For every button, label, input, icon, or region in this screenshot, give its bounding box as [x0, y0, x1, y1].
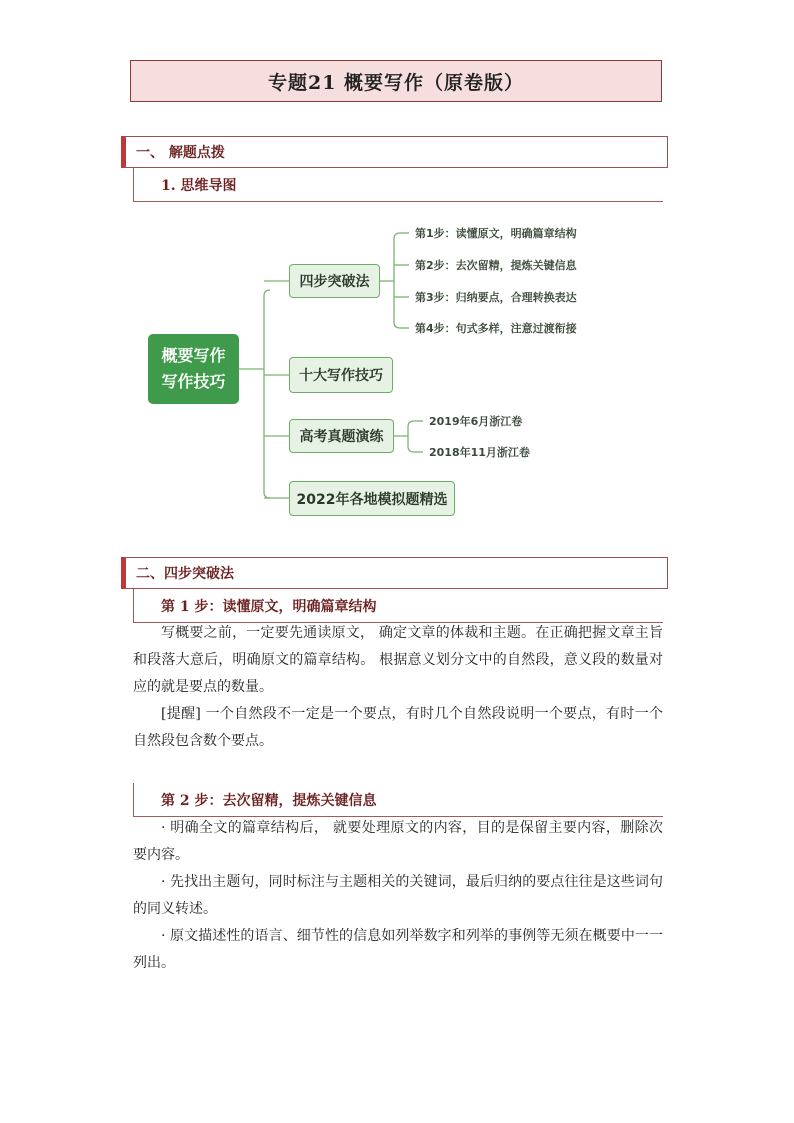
step2-bullet-1: · 明确全文的篇章结构后， 就要处理原文的内容，目的是保留主要内容，删除次要内容。 [133, 820, 663, 863]
mindmap-leaf-step1: 第1步：读懂原文，明确篇章结构 [415, 227, 577, 240]
step1-paragraph-2: [提醒] 一个自然段不一定是一个要点，有时几个自然段说明一个要点，有时一个自然段包含数个要点。 [133, 706, 663, 749]
connector-trunk [264, 290, 270, 498]
section-heading-1: 一、 解题点拨 [121, 136, 668, 168]
step2-body [133, 815, 663, 977]
mindmap-root [148, 334, 239, 404]
document-title: 专题21 概要写作（原卷版） [130, 60, 662, 102]
step1-paragraph-1: 写概要之前，一定要先通读原文， 确定文章的体裁和主题。在正确把握文章主旨和段落大意后，明确原文的篇章结构。 根据意义划分文中的自然段，意义段的数量对应的就是要点的数量。 [133, 625, 663, 695]
mindmap-node-four-steps: 四步突破法 [289, 264, 380, 298]
mindmap-leaf-step2: 第2步：去次留精，提炼关键信息 [415, 259, 577, 272]
mindmap-root-line2: 写作技巧 [161, 372, 226, 391]
step2-heading: 第 2 步：去次留精，提炼关键信息 [133, 783, 663, 817]
step2-bullet-2: · 先找出主题句，同时标注与主题相关的关键词，最后归纳的要点往往是这些词句的同义转述。 [133, 874, 663, 917]
mindmap-node-exam-practice: 高考真题演练 [289, 419, 394, 453]
subheading-mindmap: 1. 思维导图 [133, 168, 663, 202]
mindmap-leaf-step4: 第4步：句式多样，注意过渡衔接 [415, 322, 577, 335]
section-heading-2: 二、四步突破法 [121, 557, 668, 589]
mindmap-node-mock-exams: 2022年各地模拟题精选 [289, 481, 455, 516]
mindmap-leaf-2018: 2018年11月浙江卷 [429, 446, 530, 459]
connector-b1-vert [394, 233, 400, 328]
step2-bullet-3: · 原文描述性的语言、细节性的信息如列举数字和列举的事例等无须在概要中一一列出。 [133, 928, 663, 971]
step1-body [133, 620, 663, 755]
mindmap-node-ten-skills: 十大写作技巧 [289, 357, 393, 393]
mindmap-leaf-step3: 第3步：归纳要点，合理转换表达 [415, 291, 577, 304]
step1-heading: 第 1 步：读懂原文，明确篇章结构 [133, 589, 663, 623]
mindmap-leaf-2019: 2019年6月浙江卷 [429, 415, 523, 428]
connector-b3-vert [408, 421, 414, 452]
mindmap-root-line1: 概要写作 [161, 346, 226, 365]
